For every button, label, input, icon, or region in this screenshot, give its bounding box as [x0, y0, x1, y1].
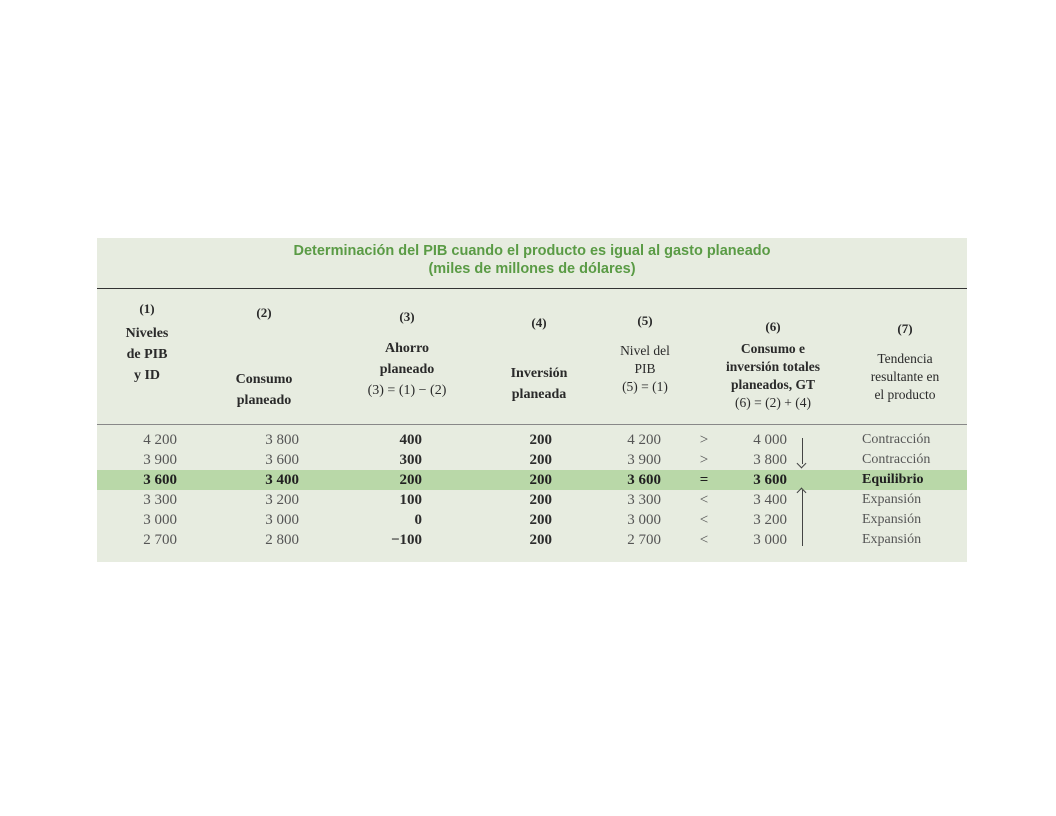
table-title — [97, 242, 967, 278]
header-col-5: (5) Nivel del PIB (5) = (1) — [620, 313, 670, 394]
arrow-down-icon — [802, 438, 803, 464]
header-body-rule — [97, 424, 967, 425]
header-col-2: (2) Consumo planeado — [235, 305, 293, 408]
title-line-1: Determinación del PIB cuando el producto es igual al gasto planeado — [293, 243, 771, 259]
table-panel — [97, 238, 967, 562]
table-row-equilibrium: 3 600 3 400 200 200 3 600 = 3 600 Equilibrio — [143, 472, 924, 488]
header-col-3: (3) Ahorro planeado (3) = (1) − (2) — [367, 309, 447, 398]
header-col-6: (6) Consumo e inversión totales planeados, GT (6) = (2) + (4) — [725, 319, 821, 410]
arrow-up-icon — [802, 490, 803, 546]
title-rule — [97, 288, 967, 289]
table-row: 2 700 2 800 −100 200 2 700 < 3 000 Expansión — [143, 532, 922, 548]
header-col-1: (1) Niveles de PIB y ID — [125, 301, 169, 383]
header-col-4: (4) Inversión planeada — [510, 315, 568, 402]
table-row: 4 200 3 800 400 200 4 200 > 4 000 Contracción — [143, 432, 931, 448]
table-row: 3 000 3 000 0 200 3 000 < 3 200 Expansión — [143, 512, 922, 528]
title-line-2: (miles de millones de dólares) — [428, 261, 636, 277]
table-row: 3 300 3 200 100 200 3 300 < 3 400 Expansión — [143, 492, 922, 508]
header-col-7: (7) Tendencia resultante en el producto — [870, 321, 940, 402]
table-row: 3 900 3 600 300 200 3 900 > 3 800 Contracción — [143, 452, 931, 468]
